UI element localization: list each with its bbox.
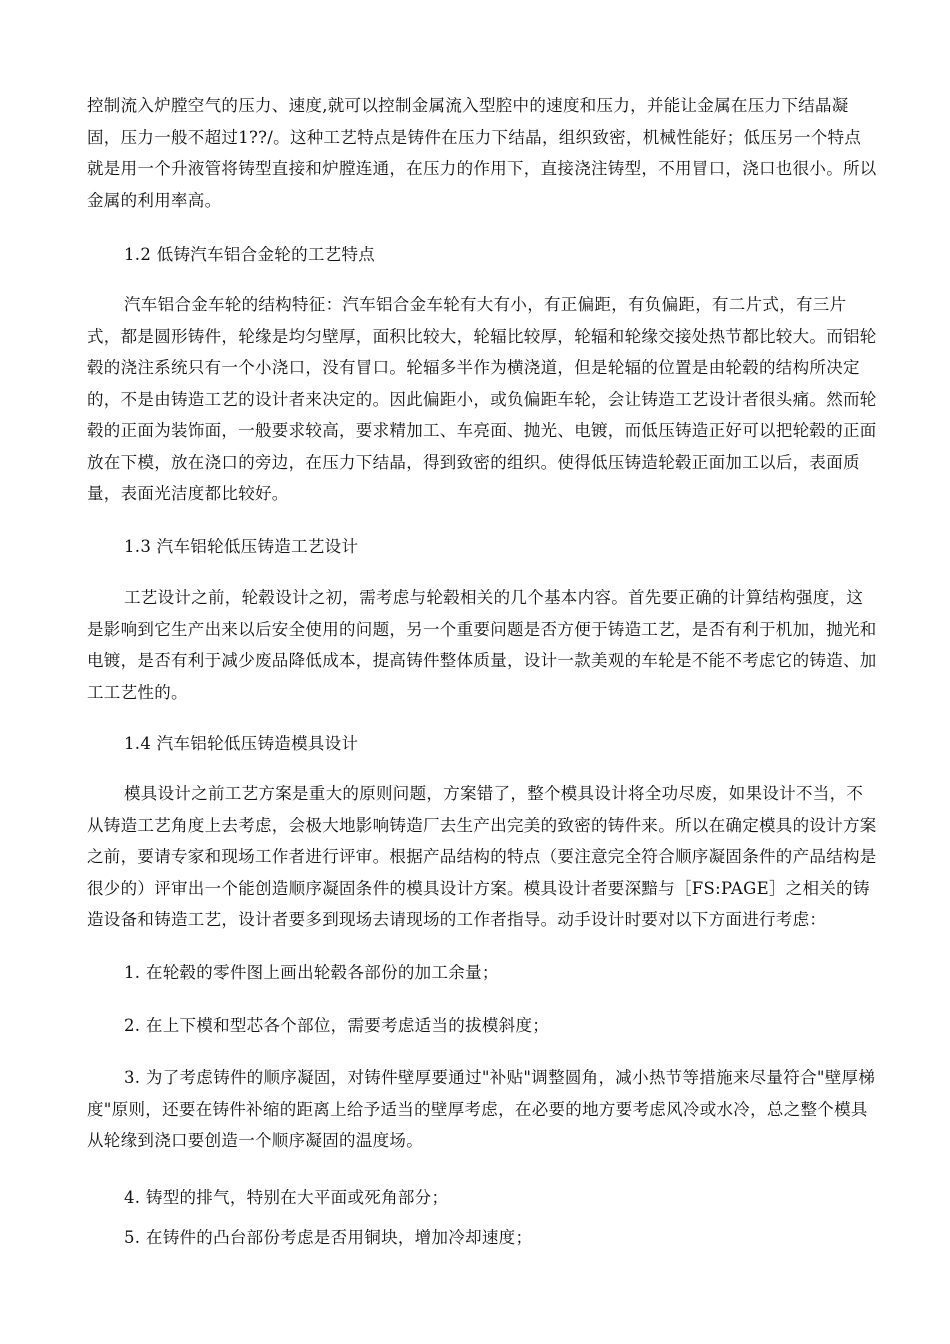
list-item: 4. 铸型的排气，特别在大平面或死角部分； — [124, 1188, 449, 1207]
section-1-3-paragraph: 工艺设计之前，轮毂设计之初，需考虑与轮毂相关的几个基本内容。首先要正确的计算结构强度，这是影响到它生产出来以后安全使用的问题，另一个重要问题是否方便于铸造工艺，是否有利于机加，抛光和电镀，是否有利于减少废品降低成本，提高铸件整体质量，设计一款美观的车轮是不能不考虑它的铸造、加工工艺性的。 — [87, 588, 877, 702]
list-item: 2. 在上下模和型芯各个部位，需要考虑适当的拔模斜度； — [124, 1016, 550, 1035]
section-heading-1-3: 1.3 汽车铝轮低压铸造工艺设计 — [124, 537, 359, 556]
section-heading-1-4: 1.4 汽车铝轮低压铸造模具设计 — [124, 734, 359, 753]
list-item: 5. 在铸件的凸台部份考虑是否用铜块，增加冷却速度； — [124, 1228, 533, 1247]
list-item: 1. 在轮毂的零件图上画出轮毂各部份的加工余量； — [124, 963, 499, 982]
section-1-4-paragraph: 模具设计之前工艺方案是重大的原则问题，方案错了，整个模具设计将全功尽废，如果设计不当，不从铸造工艺角度上去考虑，会极大地影响铸造厂去生产出完美的致密的铸件来。所以在确定模具的设计方案之前，要请专家和现场工作者进行评审。根据产品结构的特点（要注意完全符合顺序凝固条件的产品结构是很少的）评审出一个能创造顺序凝固条件的模具设计方案。模具设计者要深黯与［FS:PAGE］之相关的铸造设备和铸造工艺，设计者要多到现场去请现场的工作者指导。动手设计时要对以下方面进行考虑： — [87, 784, 877, 929]
section-1-2-paragraph: 汽车铝合金车轮的结构特征：汽车铝合金车轮有大有小，有正偏距，有负偏距，有二片式，有三片式，都是圆形铸件，轮缘是均匀壁厚，面积比较大，轮辐比较厚，轮辐和轮缘交接处热节都比较大。而铝轮毂的浇注系统只有一个小浇口，没有冒口。轮辐多半作为横浇道，但是轮辐的位置是由轮毂的结构所决定的，不是由铸造工艺的设计者来决定的。因此偏距小，或负偏距车轮，会让铸造工艺设计者很头痛。然而轮毂的正面为装饰面，一般要求较高，要求精加工、车亮面、抛光、电镀，而低压铸造正好可以把轮毂的正面放在下模，放在浇口的旁边，在压力下结晶，得到致密的组织。使得低压铸造轮毂正面加工以后，表面质量，表面光洁度都比较好。 — [87, 295, 877, 503]
intro-paragraph: 控制流入炉膛空气的压力、速度,就可以控制金属流入型腔中的速度和压力，并能让金属在压力下结晶凝固，压力一般不超过1??/。这种工艺特点是铸件在压力下结晶，组织致密，机械性能好；低压另一个特点就是用一个升液管将铸型直接和炉膛连通，在压力的作用下，直接浇注铸型，不用冒口，浇口也很小。所以金属的利用率高。 — [87, 96, 877, 210]
section-heading-1-2: 1.2 低铸汽车铝合金轮的工艺特点 — [124, 245, 376, 264]
list-item: 3. 为了考虑铸件的顺序凝固，对铸件壁厚要通过"补贴"调整圆角，减小热节等措施来尽量符合"壁厚梯度"原则，还要在铸件补缩的距离上给予适当的壁厚考虑，在必要的地方要考虑风冷或水冷，总之整个模具从轮缘到浇口要创造一个顺序凝固的温度场。 — [87, 1068, 876, 1150]
